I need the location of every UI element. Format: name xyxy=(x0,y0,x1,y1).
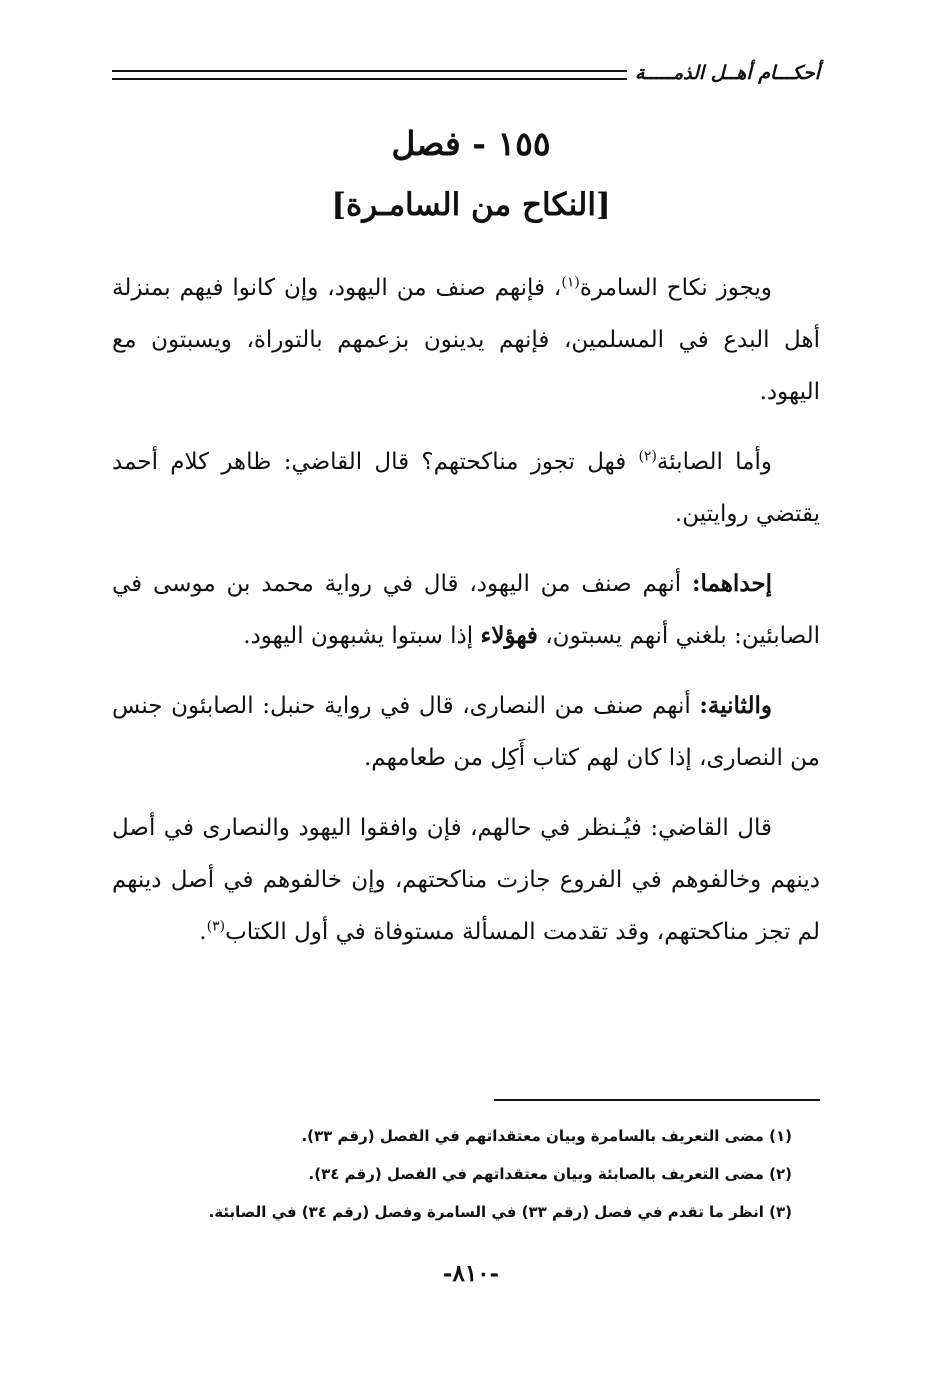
footnote-2: (٢) مضى التعريف بالصابئة وبيان معتقداتهم في الفصل (رقم ٣٤). xyxy=(308,1165,792,1183)
paragraph-lead: إحداهما: xyxy=(692,570,772,597)
paragraph-text: وأما الصابئة xyxy=(656,449,772,475)
paragraph-text: . xyxy=(199,919,207,945)
paragraph-text: إذا سبتوا يشبهون اليهود. xyxy=(243,623,481,649)
paragraph-qadi-opinion xyxy=(112,802,820,958)
running-header xyxy=(112,58,820,88)
page-number: -٨١٠- xyxy=(442,1260,500,1287)
footnote-1: (١) مضى التعريف بالسامرة وبيان معتقداتهم في الفصل (رقم ٣٣). xyxy=(301,1127,792,1145)
paragraph-lead: والثانية: xyxy=(699,692,772,719)
footnote-ref-1: (١) xyxy=(561,274,580,291)
paragraph-sabians xyxy=(112,436,820,540)
paragraph-text: ، فإنهم صنف من اليهود، وإن كانوا فيهم بمنزلة أهل البدع في المسلمين، فإنهم يدينون بزعمهم بالتوراة، ويسبتون مع اليهود. xyxy=(112,275,820,405)
paragraph-text: أنهم صنف من النصارى، قال في رواية حنبل: الصابئون جنس من النصارى، إذا كان لهم كتاب أَكِل من طعامهم. xyxy=(112,693,820,771)
paragraph-first-narration xyxy=(112,558,820,662)
chapter-number: ١٥٥ - فصل xyxy=(391,124,551,163)
body-text xyxy=(112,262,820,958)
paragraph-text: أنهم صنف من اليهود، قال في رواية محمد بن موسى في الصابئين: بلغني أنهم يسبتون، xyxy=(112,571,820,649)
running-title: أحكـــام أهــل الذمـــــة xyxy=(634,62,820,84)
footnote-ref-3: (٣) xyxy=(206,918,226,935)
paragraph-samaritans xyxy=(112,262,820,418)
paragraph-emphasis: فهؤلاء xyxy=(480,622,538,649)
paragraph-text: فهل تجوز مناكحتهم؟ قال القاضي: ظاهر كلام أحمد يقتضي روايتين. xyxy=(112,449,820,527)
chapter-title: [النكاح من السامـرة] xyxy=(331,187,611,223)
footnotes xyxy=(112,1117,792,1231)
header-double-rule xyxy=(112,70,627,80)
paragraph-text: قال القاضي: فيُـنظر في حالهم، فإن وافقوا اليهود والنصارى في أصل دينهم وخالفوهم في الفروع جازت مناكحتهم، وإن خالفوهم في أصل دينهم لم تجز مناكحتهم، وقد تقدمت المسألة مستوفاة في أول الكتاب xyxy=(112,815,820,945)
footnote-3: (٣) انظر ما تقدم في فصل (رقم ٣٣) في السامرة وفصل (رقم ٣٤) في الصابئة. xyxy=(208,1203,792,1221)
paragraph-text: ويجوز نكاح السامرة xyxy=(579,275,772,301)
footnote-separator xyxy=(494,1099,820,1101)
paragraph-second-narration xyxy=(112,680,820,784)
footnote-ref-2: (٢) xyxy=(638,448,657,465)
